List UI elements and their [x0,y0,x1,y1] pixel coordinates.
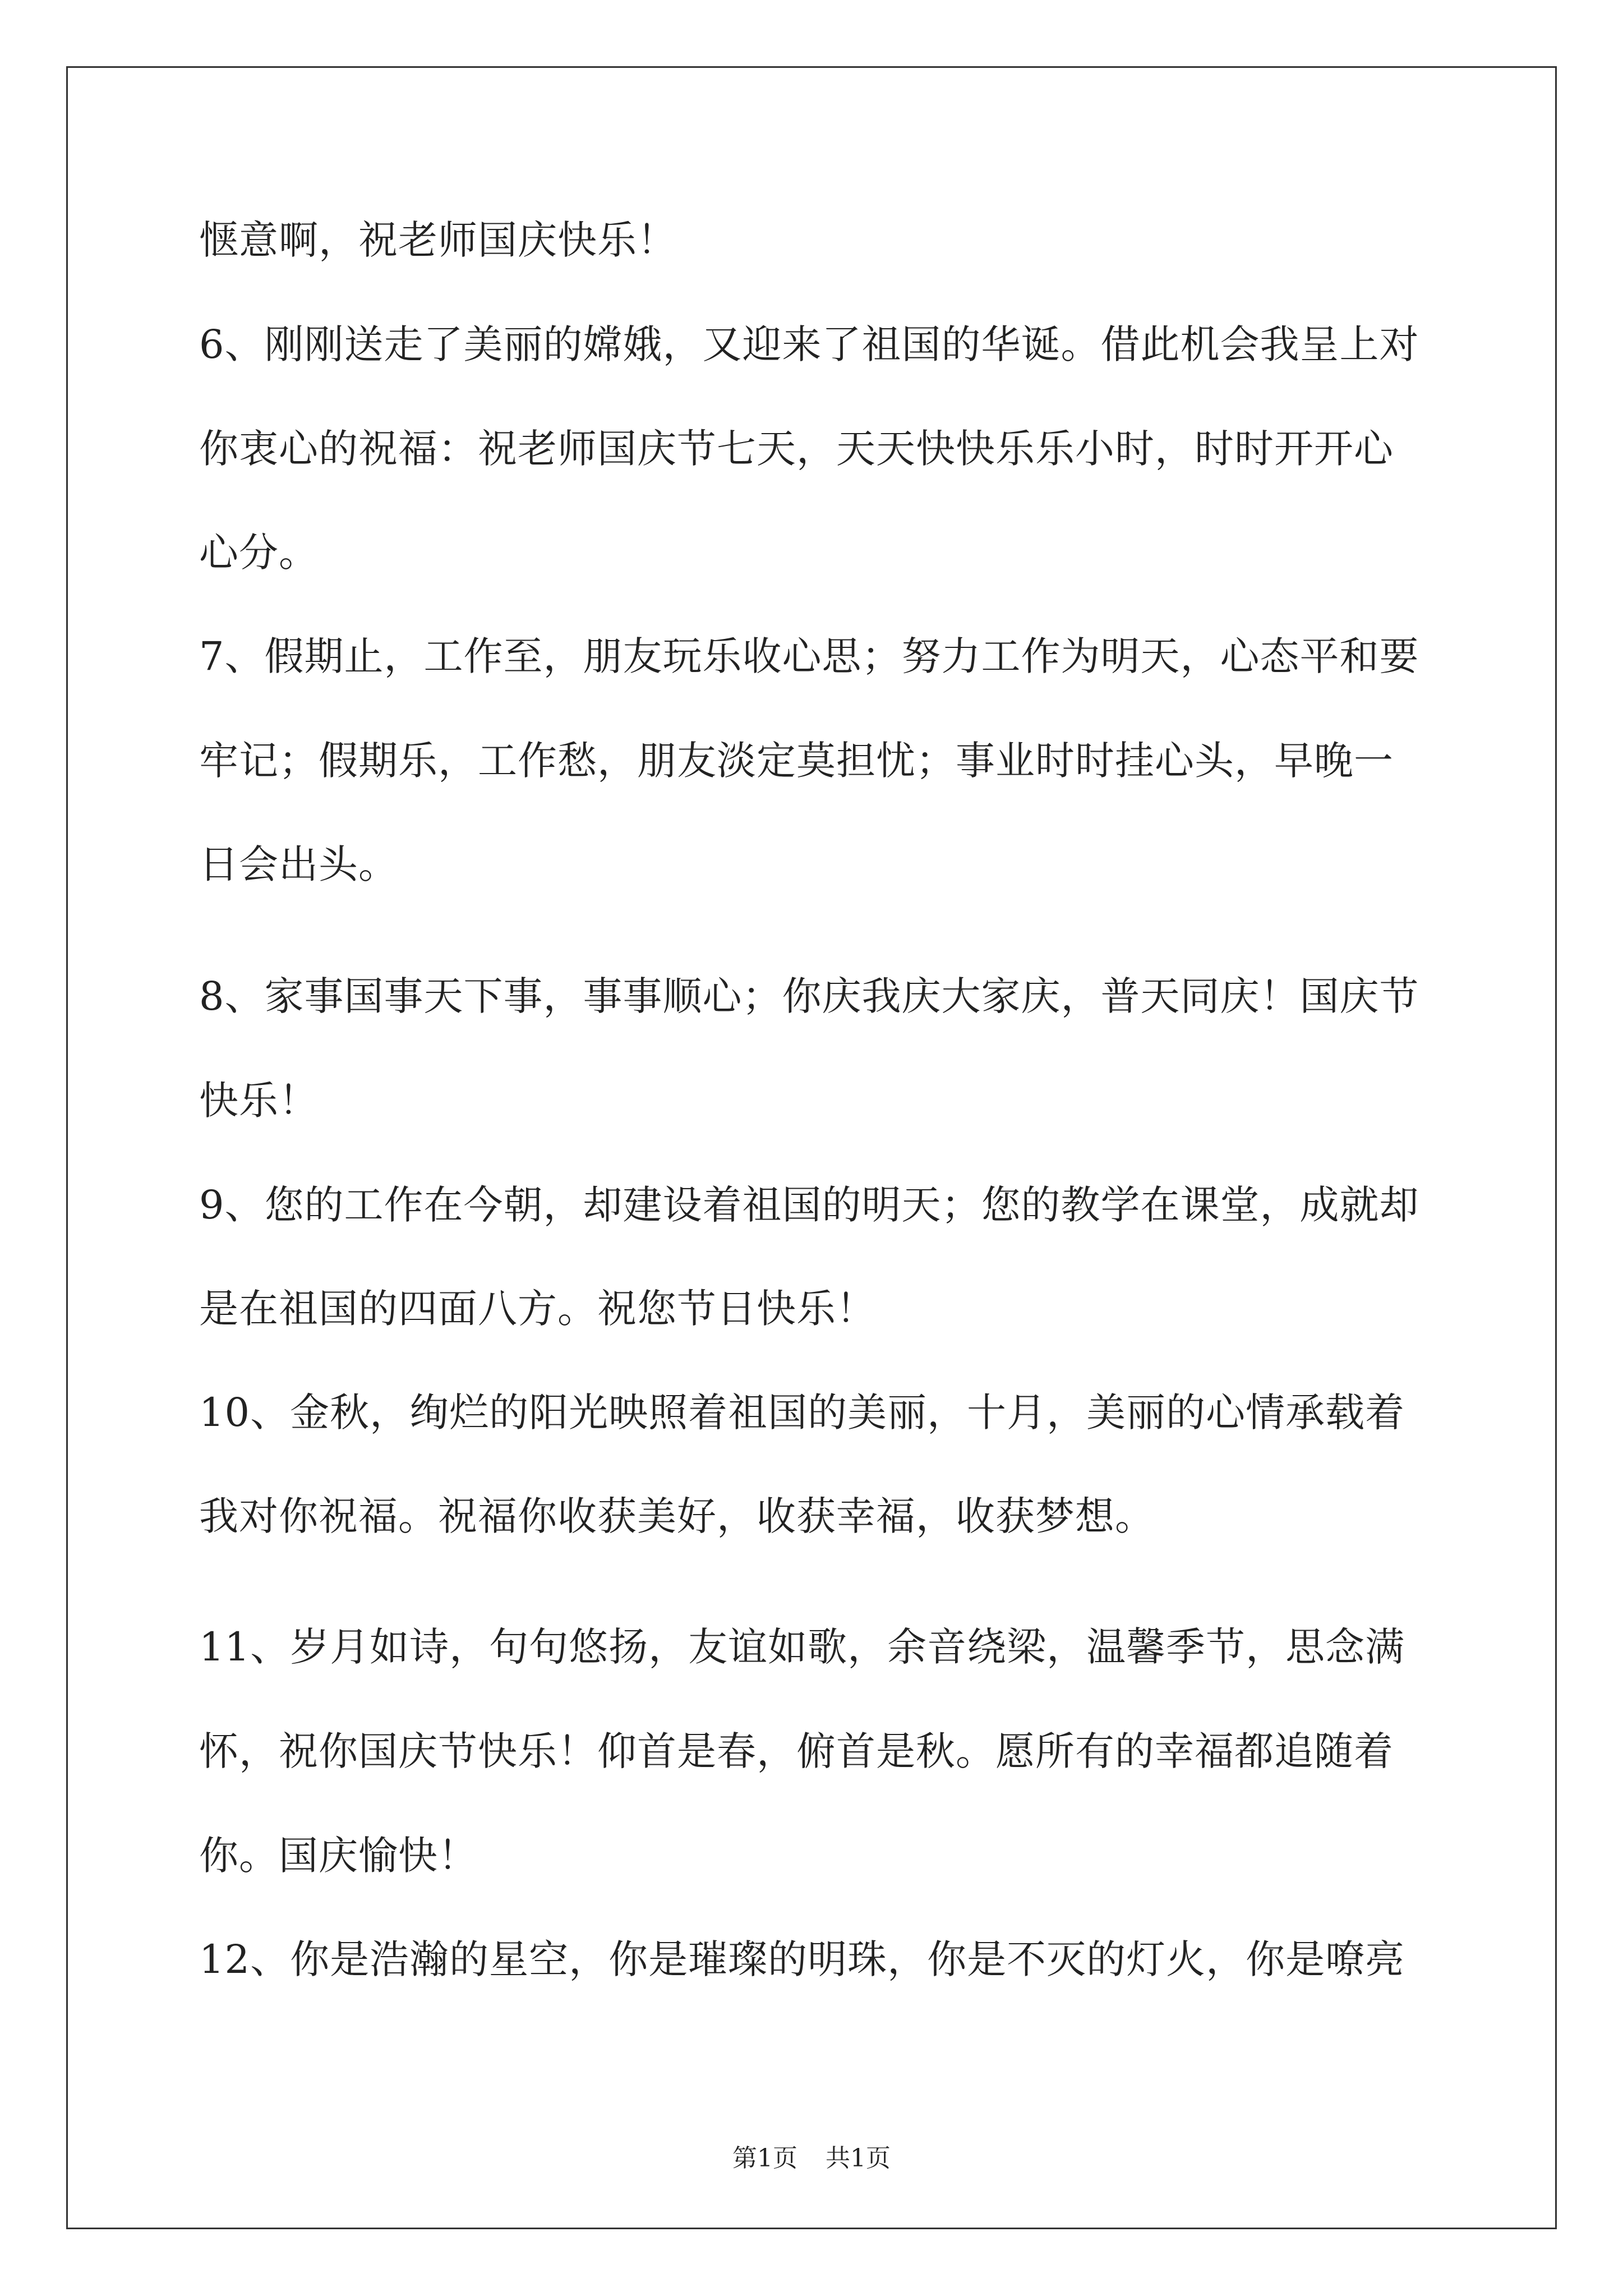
page-number-total: 共1页 [826,2144,891,2173]
text-line: 日会出头。 [199,841,398,887]
text-line: 怀，祝你国庆节快乐！仰首是春，俯首是秋。愿所有的幸福都追随着 [199,1728,1394,1774]
text-line: 8、家事国事天下事，事事顺心；你庆我庆大家庆，普天同庆！国庆节 [199,973,1419,1019]
text-line: 10、金秋，绚烂的阳光映照着祖国的美丽，十月，美丽的心情承载着 [199,1389,1405,1435]
text-line: 惬意啊，祝老师国庆快乐！ [199,217,677,263]
text-line: 11、岁月如诗，句句悠扬，友谊如歌，余音绕梁，温馨季节，思念满 [199,1624,1405,1670]
text-line: 心分。 [199,530,319,576]
text-line: 12、你是浩瀚的星空，你是璀璨的明珠，你是不灭的灯火，你是嘹亮 [199,1936,1405,1982]
text-line: 快乐！ [199,1078,319,1124]
page-number-current: 第1页 [732,2144,797,2173]
text-line: 你衷心的祝福：祝老师国庆节七天，天天快快乐乐小时，时时开开心 [199,426,1394,472]
text-line: 9、您的工作在今朝，却建设着祖国的明天；您的教学在课堂，成就却 [199,1182,1419,1228]
page-frame [66,66,1557,2229]
text-line: 你。国庆愉快！ [199,1833,478,1879]
text-line: 7、假期止，工作至，朋友玩乐收心思；努力工作为明天，心态平和要 [199,633,1419,679]
text-line: 牢记；假期乐，工作愁，朋友淡定莫担忧；事业时时挂心头，早晚一 [199,738,1394,784]
text-line: 是在祖国的四面八方。祝您节日快乐！ [199,1286,876,1332]
page-footer [0,2142,1623,2175]
text-line: 我对你祝福。祝福你收获美好，收获幸福，收获梦想。 [199,1493,1155,1539]
text-line: 6、刚刚送走了美丽的嫦娥，又迎来了祖国的华诞。借此机会我呈上对 [199,321,1419,367]
